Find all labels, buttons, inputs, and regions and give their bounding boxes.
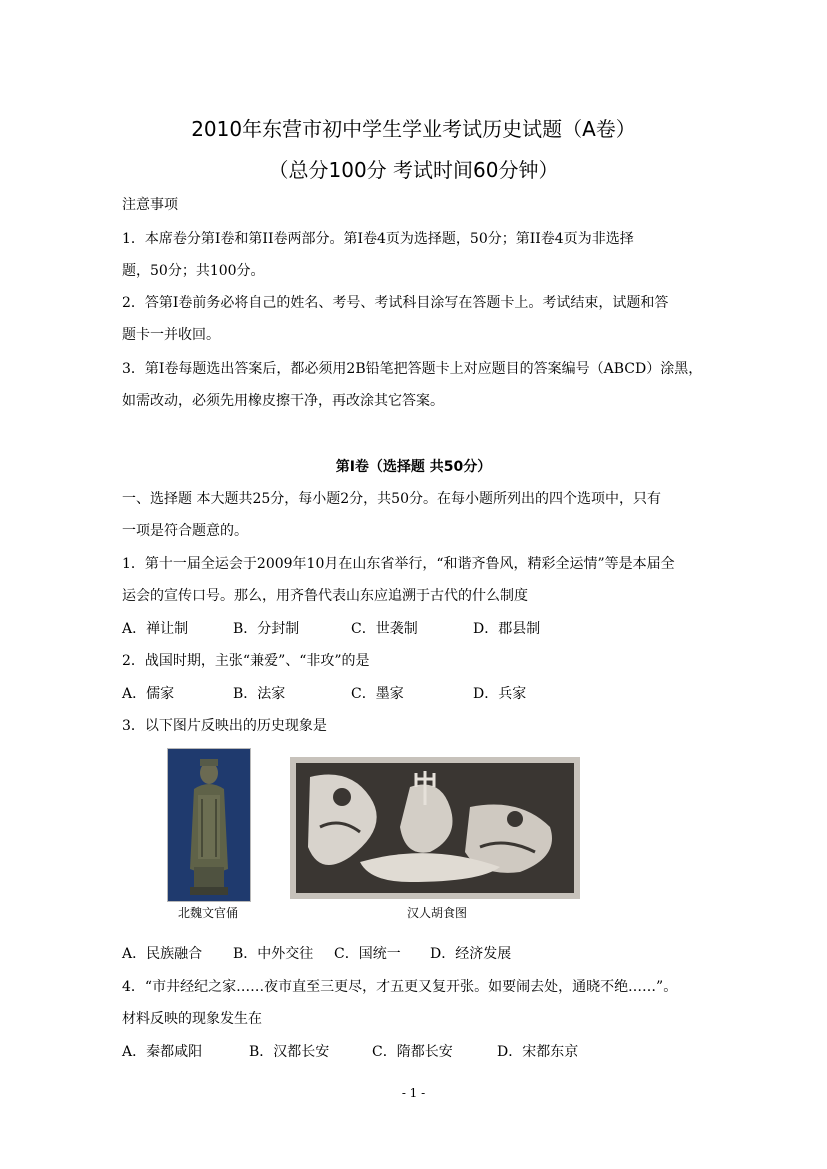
notice-line: 如需改动，必须先用橡皮擦干净，再改涂其它答案。 <box>122 393 444 409</box>
q2-option-d: D．兵家 <box>473 686 527 702</box>
figure-2-caption: 汉人胡食图 <box>406 906 467 920</box>
q2-option-b: B．法家 <box>233 686 286 702</box>
q4-option-c: C．隋都长安 <box>372 1044 453 1060</box>
q3-option-c: C．国统一 <box>334 946 401 962</box>
notice-line: 3．第Ⅰ卷每题选出答案后，都必须用2B铅笔把答题卡上对应题目的答案编号（ABCD）涂黑， <box>122 361 703 377</box>
notice-line: 2．答第Ⅰ卷前务必将自己的姓名、考号、考试科目涂写在答题卡上。考试结束，试题和答 <box>122 295 669 311</box>
q2-option-a: A．儒家 <box>122 686 175 702</box>
q3-option-d: D．经济发展 <box>430 946 512 962</box>
section-intro: 一、选择题 本大题共25分，每小题2分，共50分。在每小题所列出的四个选项中，只有 <box>122 491 661 507</box>
notice-line: 题卡一并收回。 <box>122 327 220 343</box>
q1-option-c: C．世袭制 <box>351 621 418 637</box>
mural-image <box>290 757 580 899</box>
question-1-stem: 1．第十一届全运会于2009年10月在山东省举行，“和谐齐鲁风，精彩全运情”等是本届全 <box>122 556 675 572</box>
exam-subtitle: （总分100分 考试时间60分钟） <box>268 158 559 182</box>
question-4-stem: 4．“市井经纪之家……夜市直至三更尽，才五更又复开张。如要闹去处，通晓不绝……”。 <box>122 979 678 995</box>
figurine-image <box>167 748 251 902</box>
question-1-stem: 运会的宣传口号。那么，用齐鲁代表山东应追溯于古代的什么制度 <box>122 588 528 604</box>
figurine-illustration <box>168 749 250 901</box>
page-number: - 1 - <box>401 1086 426 1100</box>
q4-option-b: B．汉都长安 <box>249 1044 330 1060</box>
section-intro: 一项是符合题意的。 <box>122 523 248 539</box>
q3-option-a: A．民族融合 <box>122 946 203 962</box>
section-heading: 第Ⅰ卷（选择题 共50分） <box>335 459 492 475</box>
mural-illustration <box>290 757 580 899</box>
q3-option-b: B．中外交往 <box>233 946 314 962</box>
q2-option-c: C．墨家 <box>351 686 404 702</box>
notice-line: 1．本席卷分第Ⅰ卷和第II卷两部分。第Ⅰ卷4页为选择题，50分；第II卷4页为非选择 <box>122 231 634 247</box>
notice-heading: 注意事项 <box>122 197 178 213</box>
question-4-stem: 材料反映的现象发生在 <box>122 1011 262 1027</box>
q4-option-d: D．宋都东京 <box>497 1044 579 1060</box>
exam-title: 2010年东营市初中学生学业考试历史试题（A卷） <box>191 117 636 141</box>
question-3-stem: 3．以下图片反映出的历史现象是 <box>122 718 327 734</box>
notice-line: 题，50分；共100分。 <box>122 263 265 279</box>
q1-option-d: D．郡县制 <box>473 621 541 637</box>
q1-option-a: A．禅让制 <box>122 621 189 637</box>
q1-option-b: B．分封制 <box>233 621 300 637</box>
q4-option-a: A．秦都咸阳 <box>122 1044 203 1060</box>
question-2-stem: 2．战国时期，主张“兼爱”、“非攻”的是 <box>122 653 370 669</box>
figure-1-caption: 北魏文官俑 <box>177 906 238 920</box>
